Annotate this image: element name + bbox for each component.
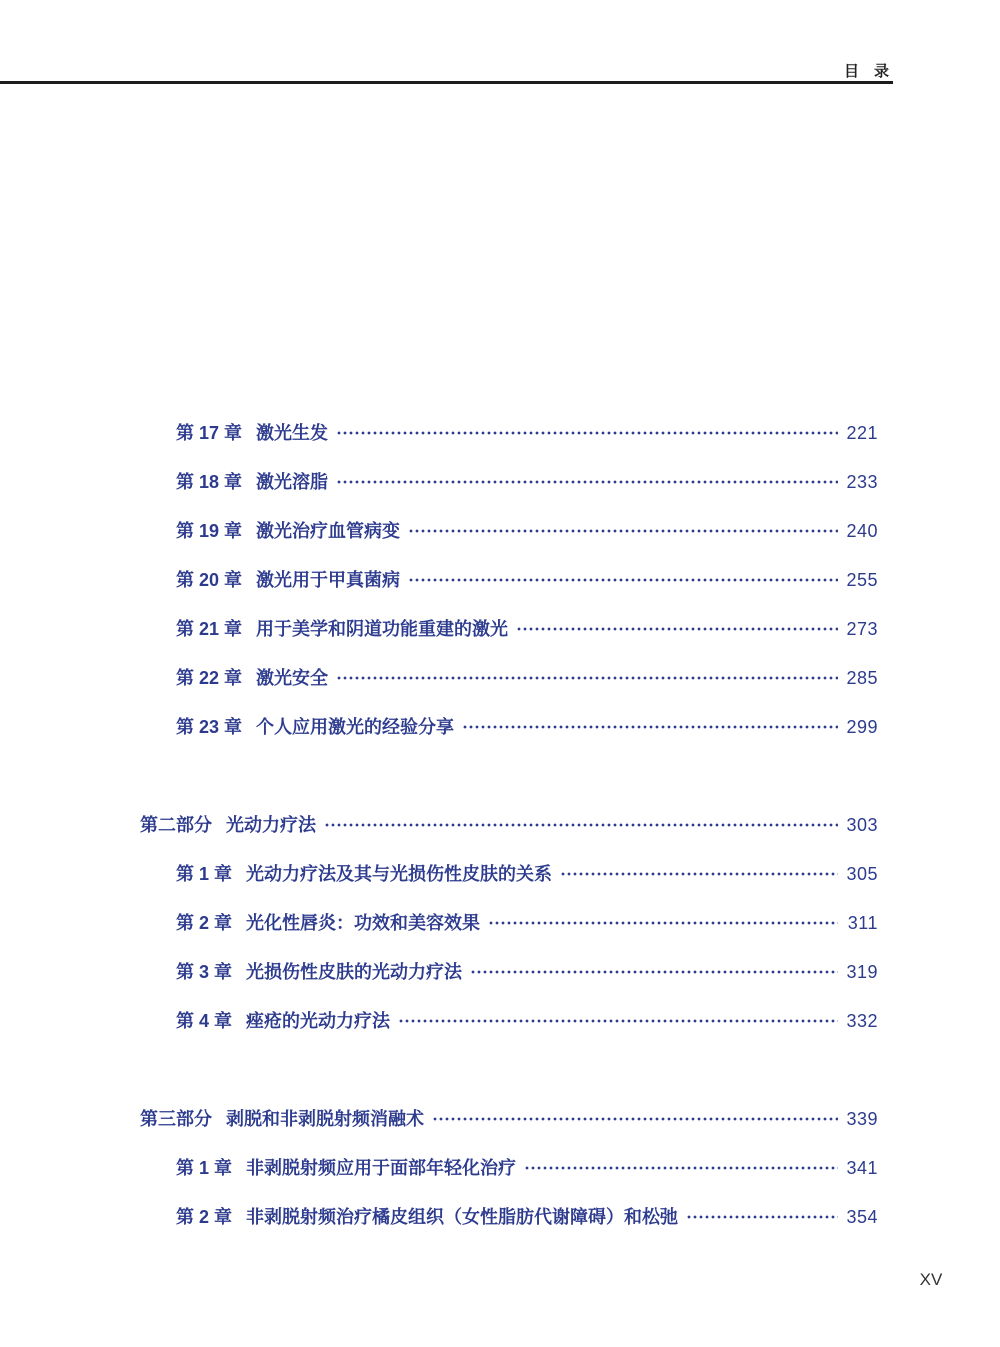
page-number: 285 <box>846 668 878 688</box>
toc-entry <box>140 1205 878 1229</box>
page-number: 305 <box>846 864 878 884</box>
dot-leader <box>432 1107 838 1131</box>
part-label: 第三部分 <box>140 1109 212 1129</box>
chapter-title: 激光治疗血管病变 <box>256 521 401 541</box>
toc-entry <box>140 862 878 886</box>
dot-leader <box>336 666 838 690</box>
chapter-label: 第 19 章 <box>176 521 243 541</box>
page-number: 303 <box>846 815 878 835</box>
page-number: 341 <box>846 1158 878 1178</box>
chapter-title: 光损伤性皮肤的光动力疗法 <box>246 962 463 982</box>
part-title: 剥脱和非剥脱射频消融术 <box>226 1109 424 1129</box>
chapter-label: 第 20 章 <box>176 570 243 590</box>
toc-entry <box>140 666 878 690</box>
dot-leader <box>408 568 838 592</box>
chapter-label: 第 23 章 <box>176 717 243 737</box>
toc-entry <box>140 617 878 641</box>
chapter-title: 个人应用激光的经验分享 <box>256 717 455 737</box>
chapter-title: 激光用于甲真菌病 <box>256 570 401 590</box>
chapter-title: 光化性唇炎：功效和美容效果 <box>246 913 481 933</box>
toc-entry <box>140 715 878 739</box>
toc-entry <box>140 568 878 592</box>
part-title: 光动力疗法 <box>226 815 316 835</box>
chapter-label: 第 1 章 <box>176 1158 233 1178</box>
dot-leader <box>470 960 838 984</box>
page-number: 233 <box>846 472 878 492</box>
chapter-label: 第 4 章 <box>176 1011 233 1031</box>
dot-leader <box>488 911 838 935</box>
toc-part-entry <box>140 1107 878 1131</box>
chapter-title: 用于美学和阴道功能重建的激光 <box>256 619 509 639</box>
toc-entry <box>140 960 878 984</box>
dot-leader <box>408 519 838 543</box>
toc-entry <box>140 911 878 935</box>
dot-leader <box>398 1009 838 1033</box>
chapter-title: 激光安全 <box>256 668 329 688</box>
page-number: 240 <box>846 521 878 541</box>
dot-leader <box>336 421 838 445</box>
dot-leader <box>324 813 838 837</box>
dot-leader <box>516 617 838 641</box>
chapter-label: 第 17 章 <box>176 423 243 443</box>
running-head: 目 录 <box>843 63 889 80</box>
chapter-title: 激光溶脂 <box>256 472 329 492</box>
table-of-contents <box>140 421 878 1254</box>
dot-leader <box>686 1205 838 1229</box>
chapter-title: 光动力疗法及其与光损伤性皮肤的关系 <box>246 864 553 884</box>
toc-entry <box>140 421 878 445</box>
toc-entry <box>140 470 878 494</box>
chapter-label: 第 18 章 <box>176 472 243 492</box>
chapter-label: 第 1 章 <box>176 864 233 884</box>
page-number: 332 <box>846 1011 878 1031</box>
chapter-label: 第 2 章 <box>176 913 233 933</box>
page-number: 339 <box>846 1109 878 1129</box>
chapter-label: 第 22 章 <box>176 668 243 688</box>
dot-leader <box>336 470 838 494</box>
page-number: 311 <box>847 913 878 933</box>
chapter-title: 非剥脱射频治疗橘皮组织（女性脂肪代谢障碍）和松弛 <box>246 1207 679 1227</box>
chapter-title: 痤疮的光动力疗法 <box>246 1011 391 1031</box>
dot-leader <box>560 862 838 886</box>
part-label: 第二部分 <box>140 815 212 835</box>
chapter-label: 第 2 章 <box>176 1207 233 1227</box>
page-number: 255 <box>846 570 878 590</box>
chapter-label: 第 3 章 <box>176 962 233 982</box>
toc-entry <box>140 1156 878 1180</box>
dot-leader <box>524 1156 838 1180</box>
chapter-label: 第 21 章 <box>176 619 243 639</box>
page-number: 273 <box>846 619 878 639</box>
toc-entry <box>140 1009 878 1033</box>
folio-page-number: XV <box>919 1270 943 1289</box>
page-number: 354 <box>846 1207 878 1227</box>
toc-part-entry <box>140 813 878 837</box>
chapter-title: 非剥脱射频应用于面部年轻化治疗 <box>246 1158 517 1178</box>
toc-entry <box>140 519 878 543</box>
chapter-title: 激光生发 <box>256 423 329 443</box>
page-number: 319 <box>846 962 878 982</box>
page-number: 221 <box>846 423 878 443</box>
dot-leader <box>462 715 838 739</box>
header-rule <box>0 81 893 84</box>
page-number: 299 <box>846 717 878 737</box>
